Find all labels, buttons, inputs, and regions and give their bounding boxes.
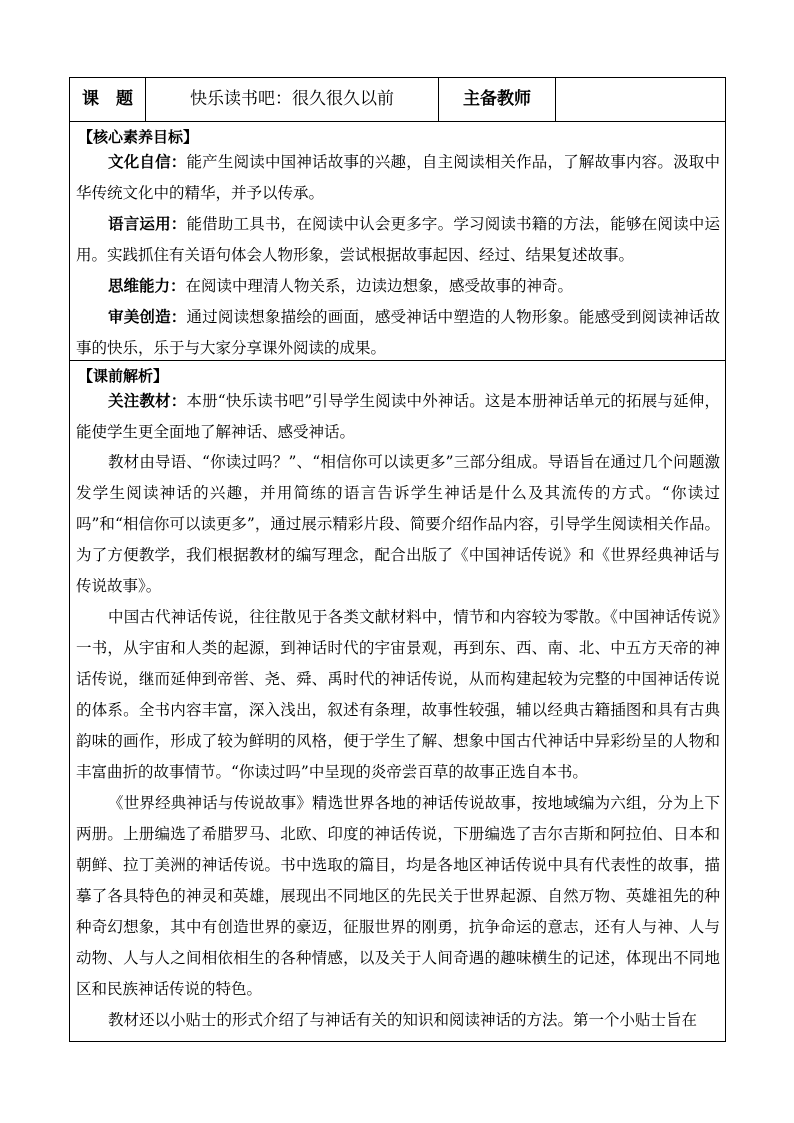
lesson-plan-table bbox=[69, 77, 726, 1042]
goal-text: 在阅读中理清人物关系，边读边想象，感受故事的神奇。 bbox=[185, 277, 574, 295]
goal-paragraph bbox=[76, 146, 720, 209]
core-goals-title: 【核心素养目标】 bbox=[78, 128, 199, 146]
core-goals-section bbox=[70, 122, 725, 361]
analysis-lead: 关注教材： bbox=[108, 391, 187, 410]
analysis-paragraph: 《世界经典神话与传说故事》精选世界各地的神话传说故事，按地域编为六组，分为上下两册。上册编选了希腊罗马、北欧、印度的神话传说，下册编选了吉尔吉斯和阿拉伯、日本和朝鲜、拉丁美洲的神话传说。书中选取的篇目，均是各地区神话传说中具有代表性的故事，描摹了各具特色的神灵和英雄，展现出不同地区的先民关于世界起源、自然万物、英雄祖先的种种奇幻想象，其中有创造世界的豪迈，征服世界的刚勇，抗争命运的意志，还有人与神、人与动物、人与人之间相依相生的各种情感，以及关于人间奇遇的趣味横生的记述，体现出不同地区和民族神话传说的特色。 bbox=[76, 794, 720, 998]
topic-value: 快乐读书吧：很久很久以前 bbox=[190, 89, 394, 109]
goal-text: 能借助工具书，在阅读中认会更多字。学习阅读书籍的方法，能够在阅读中运用。实践抓住有关语句体会人物形象，尝试根据故事起因、经过、结果复述故事。 bbox=[76, 215, 720, 264]
goal-lead: 思维能力： bbox=[108, 276, 186, 295]
header-row bbox=[70, 78, 725, 122]
goal-lead: 审美创造： bbox=[108, 307, 187, 326]
analysis-paragraph: 教材还以小贴士的形式介绍了与神话有关的知识和阅读神话的方法。第一个小贴士旨在 bbox=[108, 1011, 698, 1029]
goal-lead: 文化自信： bbox=[108, 152, 187, 171]
goal-paragraph bbox=[76, 270, 720, 302]
analysis-section bbox=[70, 361, 725, 1041]
goal-paragraph bbox=[76, 208, 720, 271]
topic-label: 课 题 bbox=[82, 89, 133, 109]
analysis-paragraph: 教材由导语、“你读过吗？”、“相信你可以读更多”三部分组成。导语旨在通过几个问题激发学生阅读神话的兴趣，并用简练的语言告诉学生神话是什么及其流传的方式。“你读过吗”和“相信你可以读更多”，通过展示精彩片段、简要介绍作品内容，引导学生阅读相关作品。为了方便教学，我们根据教材的编写理念，配合出版了《中国神话传说》和《世界经典神话与传说故事》。 bbox=[76, 453, 720, 595]
analysis-text: 本册“快乐读书吧”引导学生阅读中外神话。这是本册神话单元的拓展与延伸，能使学生更全面地了解神话、感受神话。 bbox=[76, 392, 720, 441]
analysis-paragraph bbox=[76, 385, 720, 448]
goal-paragraph bbox=[76, 301, 720, 364]
analysis-paragraph: 中国古代神话传说，往往散见于各类文献材料中，情节和内容较为零散。《中国神话传说》一书，从宇宙和人类的起源，到神话时代的宇宙景观，再到东、西、南、北、中五方天帝的神话传说，继而延伸到帝喾、尧、舜、禹时代的神话传说，从而构建起较为完整的中国神话传说的体系。全书内容丰富，深入浅出，叙述有条理，故事性较强，辅以经典古籍插图和具有古典韵味的画作，形成了较为鲜明的风格，便于学生了解、想象中国古代神话中异彩纷呈的人物和丰富曲折的故事情节。“你读过吗”中呈现的炎帝尝百草的故事正选自本书。 bbox=[76, 608, 720, 781]
goal-text: 能产生阅读中国神话故事的兴趣，自主阅读相关作品，了解故事内容。汲取中华传统文化中的精华，并予以传承。 bbox=[76, 153, 720, 202]
goal-text: 通过阅读想象描绘的画面，感受神话中塑造的人物形象。能感受到阅读神话故事的快乐，乐于与大家分享课外阅读的成果。 bbox=[76, 308, 720, 357]
goal-lead: 语言运用： bbox=[108, 214, 187, 233]
teacher-label: 主备教师 bbox=[463, 89, 531, 109]
analysis-title: 【课前解析】 bbox=[78, 367, 169, 385]
teacher-value bbox=[556, 78, 726, 121]
